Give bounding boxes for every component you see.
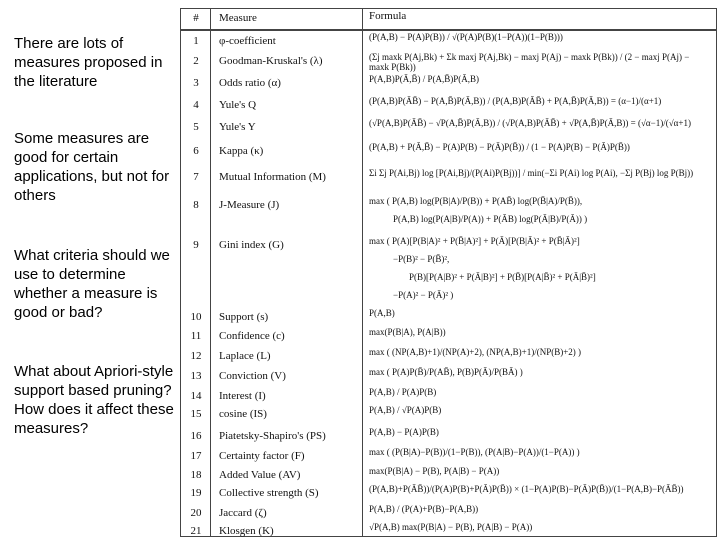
row-measure: φ-coefficient bbox=[219, 35, 276, 47]
row-number: 13 bbox=[190, 370, 202, 382]
row-number: 20 bbox=[190, 507, 202, 519]
row-formula: Σi Σj P(Ai,Bj) log [P(Ai,Bj)/(P(Ai)P(Bj))] / min(−Σi P(Ai) log P(Ai), −Σj P(Bj) log P(Bj)) bbox=[369, 168, 694, 178]
row-formula: max ( P(A,B) log(P(B|A)/P(B)) + P(AB̄) log(P(B̄|A)/P(B̄)), bbox=[369, 196, 583, 206]
row-number: 15 bbox=[190, 408, 202, 420]
row-measure: Support (s) bbox=[219, 311, 269, 323]
row-number: 11 bbox=[190, 330, 202, 342]
row-formula: max ( P(A)P(B̄)/P(AB̄), P(B)P(Ā)/P(BĀ) ) bbox=[369, 367, 523, 377]
row-number: 6 bbox=[193, 145, 199, 157]
row-measure: Conviction (V) bbox=[219, 370, 286, 382]
row-formula: max ( (NP(A,B)+1)/(NP(A)+2), (NP(A,B)+1)/(NP(B)+2) ) bbox=[369, 347, 582, 357]
row-number: 8 bbox=[193, 199, 199, 211]
row-formula: max(P(B|A) − P(B), P(A|B) − P(A)) bbox=[369, 466, 500, 476]
row-measure: Klosgen (K) bbox=[219, 525, 274, 537]
row-measure: Kappa (κ) bbox=[219, 145, 264, 157]
row-measure: Goodman-Kruskal's (λ) bbox=[219, 55, 323, 67]
header-measure: Measure bbox=[219, 12, 257, 24]
row-number: 5 bbox=[193, 121, 199, 133]
row-measure: Laplace (L) bbox=[219, 350, 271, 362]
row-measure: Yule's Q bbox=[219, 99, 257, 111]
row-formula: P(B)[P(A|B)² + P(Ā|B)²] + P(B̄)[P(A|B̄)² + P(Ā|B̄)²] bbox=[409, 272, 596, 282]
row-formula: max ( P(A)[P(B|A)² + P(B̄|A)²] + P(Ā)[P(B|Ā)² + P(B̄|Ā)²] bbox=[369, 236, 580, 246]
row-number: 9 bbox=[193, 239, 199, 251]
row-number: 12 bbox=[190, 350, 202, 362]
row-formula: (P(A,B) − P(A)P(B)) / √(P(A)P(B)(1−P(A))(1−P(B))) bbox=[369, 32, 563, 42]
row-number: 21 bbox=[190, 525, 202, 537]
row-formula: max ( (P(B|A)−P(B))/(1−P(B)), (P(A|B)−P(A))/(1−P(A)) ) bbox=[369, 447, 580, 457]
header-number: # bbox=[193, 12, 199, 24]
row-formula: (Σj maxk P(Aj,Bk) + Σk maxj P(Aj,Bk) − maxj P(Aj) − maxk P(Bk)) / (2 − maxj P(Aj) − maxk P(Bk)) bbox=[369, 52, 690, 72]
row-number: 4 bbox=[193, 99, 199, 111]
row-formula: −P(B)² − P(B̄)², bbox=[393, 254, 450, 264]
bullet-criteria: What criteria should we use to determine whether a measure is good or bad? bbox=[14, 247, 170, 321]
row-number: 7 bbox=[193, 171, 199, 183]
row-number: 3 bbox=[193, 77, 199, 89]
row-measure: cosine (IS) bbox=[219, 408, 267, 420]
row-measure: Odds ratio (α) bbox=[219, 77, 281, 89]
row-number: 1 bbox=[193, 35, 199, 47]
row-measure: Jaccard (ζ) bbox=[219, 507, 267, 519]
bullet-measures-proposed: There are lots of measures proposed in the literature bbox=[14, 35, 163, 90]
measures-table bbox=[180, 8, 717, 537]
row-formula: √P(A,B) max(P(B|A) − P(B), P(A|B) − P(A)) bbox=[369, 522, 533, 532]
row-measure: Yule's Y bbox=[219, 121, 256, 133]
bullet-applications: Some measures are good for certain applications, but not for others bbox=[14, 130, 170, 204]
row-measure: Collective strength (S) bbox=[219, 487, 319, 499]
column-divider bbox=[362, 9, 363, 536]
header-formula: Formula bbox=[369, 10, 407, 22]
row-formula: −P(A)² − P(Ā)² ) bbox=[393, 290, 454, 300]
row-measure: Piatetsky-Shapiro's (PS) bbox=[219, 430, 326, 442]
row-formula: P(A,B) / (P(A)+P(B)−P(A,B)) bbox=[369, 504, 479, 514]
header-divider bbox=[181, 29, 716, 31]
row-number: 14 bbox=[190, 390, 202, 402]
row-formula: P(A,B) log(P(A|B)/P(A)) + P(ĀB) log(P(Ā|B)/P(Ā)) ) bbox=[393, 214, 588, 224]
row-measure: J-Measure (J) bbox=[219, 199, 280, 211]
row-number: 18 bbox=[190, 469, 202, 481]
row-measure: Interest (I) bbox=[219, 390, 266, 402]
row-number: 17 bbox=[190, 450, 202, 462]
row-formula: P(A,B) / P(A)P(B) bbox=[369, 387, 437, 397]
bullet-apriori: What about Apriori-style support based pruning? How does it affect these measures? bbox=[14, 363, 174, 437]
row-number: 10 bbox=[190, 311, 202, 323]
row-formula: (P(A,B) + P(Ā,B̄) − P(A)P(B) − P(Ā)P(B̄)) / (1 − P(A)P(B) − P(Ā)P(B̄)) bbox=[369, 142, 630, 152]
row-number: 2 bbox=[193, 55, 199, 67]
row-measure: Mutual Information (M) bbox=[219, 171, 326, 183]
row-measure: Added Value (AV) bbox=[219, 469, 301, 481]
row-formula: (√P(A,B)P(ĀB̄) − √P(A,B̄)P(Ā,B)) / (√P(A,B)P(ĀB̄) + √P(A,B̄)P(Ā,B)) = (√α−1)/(√α+1) bbox=[369, 118, 691, 128]
row-formula: P(A,B) − P(A)P(B) bbox=[369, 427, 439, 437]
row-measure: Confidence (c) bbox=[219, 330, 285, 342]
row-formula: (P(A,B)P(ĀB̄) − P(A,B̄)P(Ā,B)) / (P(A,B)P(ĀB̄) + P(A,B̄)P(Ā,B)) = (α−1)/(α+1) bbox=[369, 96, 662, 106]
row-number: 19 bbox=[190, 487, 202, 499]
row-formula: P(A,B)P(Ā,B̄) / P(A,B̄)P(Ā,B) bbox=[369, 74, 480, 84]
row-number: 16 bbox=[190, 430, 202, 442]
row-measure: Gini index (G) bbox=[219, 239, 284, 251]
row-formula: P(A,B) bbox=[369, 308, 395, 318]
row-formula: P(A,B) / √P(A)P(B) bbox=[369, 405, 442, 415]
row-measure: Certainty factor (F) bbox=[219, 450, 305, 462]
row-formula: max(P(B|A), P(A|B)) bbox=[369, 327, 446, 337]
row-formula: (P(A,B)+P(ĀB̄))/(P(A)P(B)+P(Ā)P(B̄)) × (1−P(A)P(B)−P(Ā)P(B̄))/(1−P(A,B)−P(ĀB̄)) bbox=[369, 484, 684, 494]
